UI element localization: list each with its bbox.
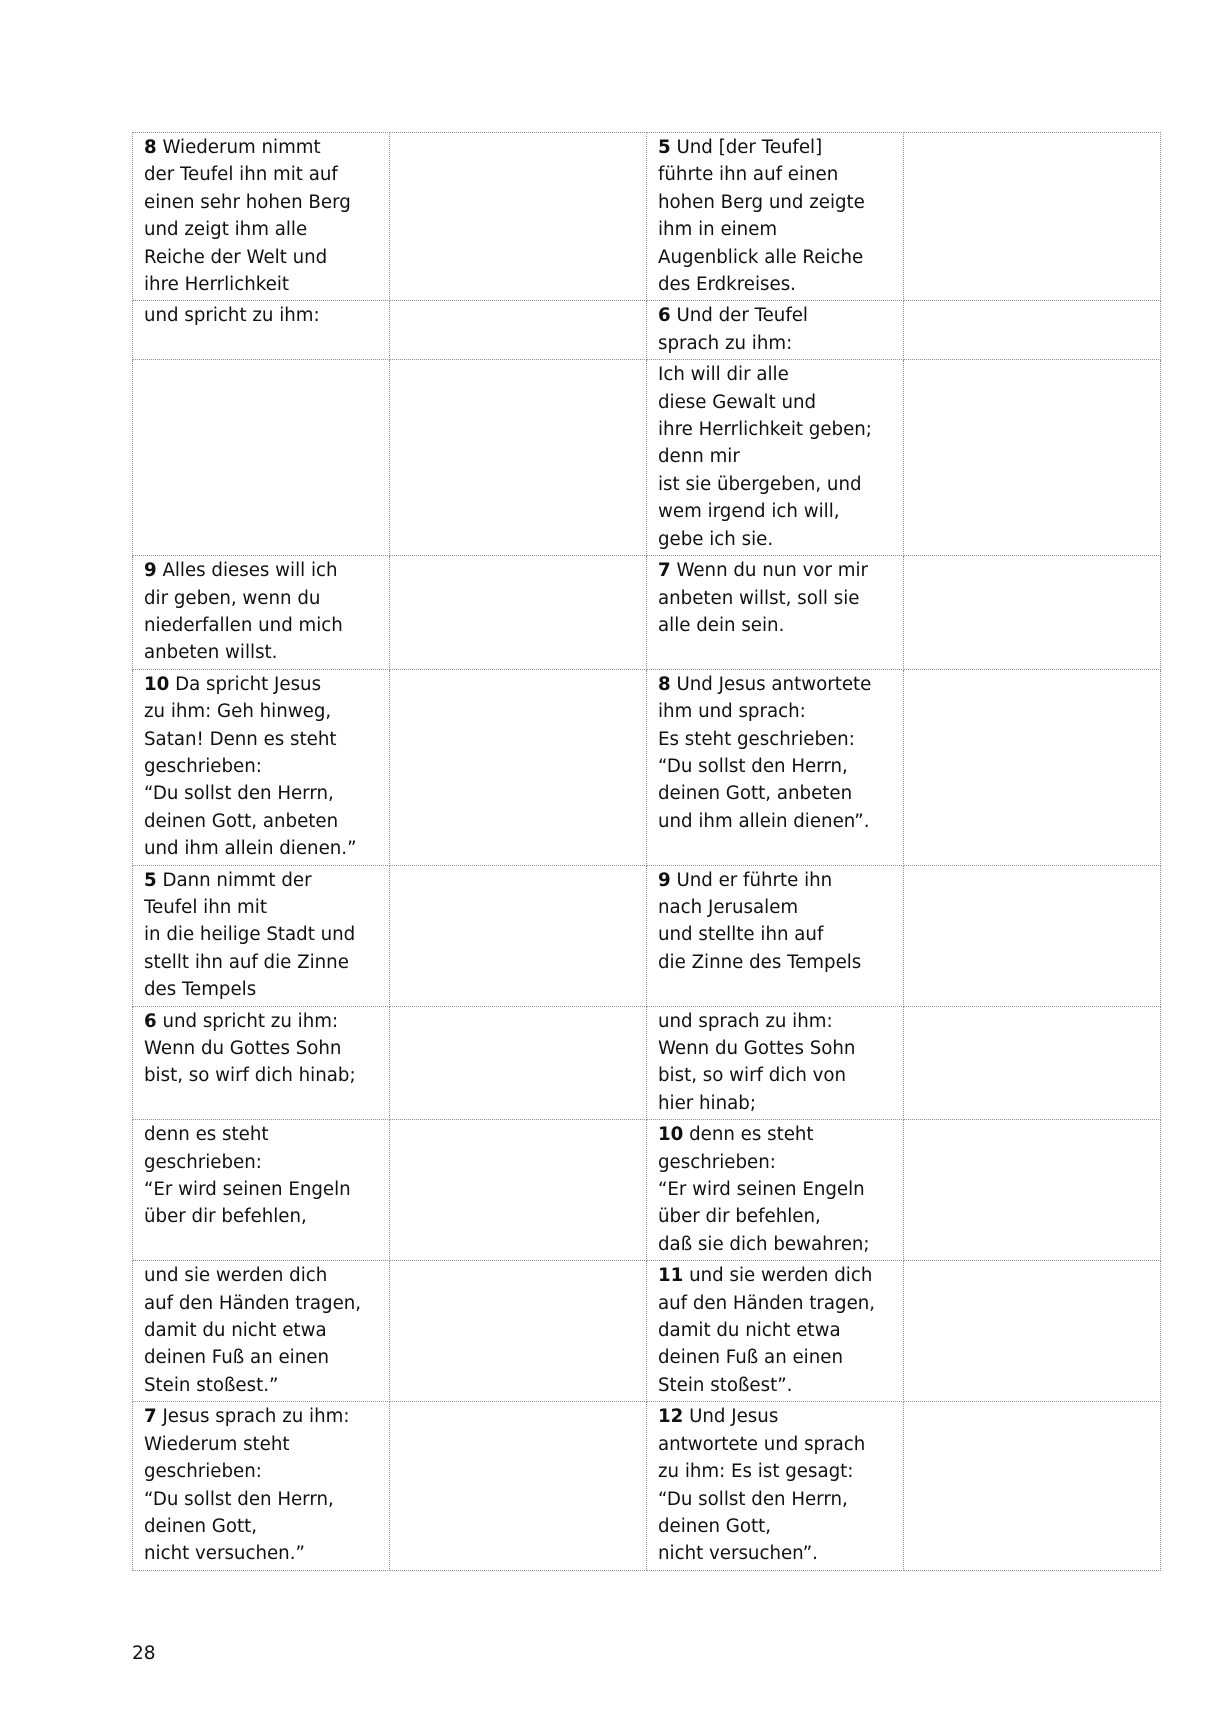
verse-text: Und der Teufel sprach zu ihm:: [658, 305, 808, 354]
left-text-cell: [133, 669, 390, 865]
synopsis-table-body: [133, 133, 1161, 1571]
verse-number: 7: [658, 560, 671, 582]
verse-text: und spricht zu ihm:: [144, 305, 320, 327]
empty-cell: [904, 360, 1161, 556]
empty-cell: [390, 360, 647, 556]
right-text-cell: [647, 133, 904, 301]
empty-cell: [390, 1006, 647, 1120]
verse-text: Alles dieses will ich dir geben, wenn du niederfallen und mich anbeten willst.: [144, 560, 343, 664]
empty-cell: [904, 1402, 1161, 1570]
empty-cell: [904, 1006, 1161, 1120]
verse-number: 11: [658, 1265, 684, 1287]
verse-number: 10: [144, 673, 170, 695]
verse-number: 8: [658, 673, 671, 695]
verse-text: Und [der Teufel] führte ihn auf einen hohen Berg und zeigte ihm in einem Augenblick alle Reiche des Erdkreises.: [658, 137, 865, 296]
right-text-cell: [647, 556, 904, 670]
table-row: [133, 669, 1161, 865]
verse-number: 10: [658, 1124, 684, 1146]
empty-cell: [904, 301, 1161, 360]
verse-text: Ich will dir alle diese Gewalt und ihre Herrlichkeit geben; denn mir ist sie übergeben, und wem irgend ich will, gebe ich sie.: [658, 364, 872, 550]
left-text-cell: [133, 556, 390, 670]
table-row: [133, 1120, 1161, 1261]
right-text-cell: [647, 865, 904, 1006]
verse-number: 7: [144, 1406, 157, 1428]
verse-text: Wiederum nimmt der Teufel ihn mit auf einen sehr hohen Berg und zeigt ihm alle Reiche der Welt und ihre Herrlichkeit: [144, 137, 351, 296]
page-number: 28: [132, 1643, 156, 1664]
verse-number: 8: [144, 137, 157, 158]
left-text-cell: [133, 1120, 390, 1261]
right-text-cell: [647, 1006, 904, 1120]
table-row: [133, 1006, 1161, 1120]
table-row: [133, 556, 1161, 670]
empty-cell: [390, 1120, 647, 1261]
verse-number: 5: [658, 137, 671, 158]
verse-text: denn es steht geschrieben: “Er wird seinen Engeln über dir befehlen, daß sie dich bewahren;: [658, 1124, 870, 1255]
verse-text: Und Jesus antwortete und sprach zu ihm: Es ist gesagt: “Du sollst den Herrn, deinen Gott, nicht versuchen”.: [658, 1406, 866, 1565]
verse-number: 9: [144, 560, 157, 582]
verse-text: Jesus sprach zu ihm: Wiederum steht geschrieben: “Du sollst den Herrn, deinen Gott, nicht versuchen.”: [144, 1406, 350, 1565]
right-text-cell: [647, 1402, 904, 1570]
table-row: [133, 360, 1161, 556]
empty-cell: [904, 1120, 1161, 1261]
verse-text: Dann nimmt der Teufel ihn mit in die heilige Stadt und stellt ihn auf die Zinne des Tempels: [144, 869, 356, 1001]
table-row: [133, 865, 1161, 1006]
verse-number: 9: [658, 869, 671, 891]
empty-cell: [390, 1261, 647, 1402]
left-text-cell: [133, 865, 390, 1006]
left-text-cell: [133, 360, 390, 556]
verse-text: Und Jesus antwortete ihm und sprach: Es steht geschrieben: “Du sollst den Herrn, deinen Gott, anbeten und ihm allein dienen”.: [658, 673, 872, 832]
empty-cell: [390, 556, 647, 670]
table-row: [133, 133, 1161, 301]
verse-text: und spricht zu ihm: Wenn du Gottes Sohn bist, so wirf dich hinab;: [144, 1010, 356, 1087]
empty-cell: [904, 669, 1161, 865]
right-text-cell: [647, 669, 904, 865]
right-text-cell: [647, 1261, 904, 1402]
right-text-cell: [647, 1120, 904, 1261]
synopsis-table: [132, 132, 1161, 1571]
table-row: [133, 301, 1161, 360]
empty-cell: [390, 133, 647, 301]
empty-cell: [390, 1402, 647, 1570]
verse-text: Und er führte ihn nach Jerusalem und stellte ihn auf die Zinne des Tempels: [658, 869, 862, 973]
empty-cell: [904, 133, 1161, 301]
verse-text: Wenn du nun vor mir anbeten willst, soll sie alle dein sein.: [658, 560, 868, 636]
right-text-cell: [647, 301, 904, 360]
table-row: [133, 1402, 1161, 1570]
verse-number: 6: [144, 1010, 157, 1032]
verse-number: 12: [658, 1406, 684, 1428]
empty-cell: [904, 865, 1161, 1006]
right-text-cell: [647, 360, 904, 556]
left-text-cell: [133, 1261, 390, 1402]
verse-text: und sie werden dich auf den Händen tragen, damit du nicht etwa deinen Fuß an einen Stein stoßest”.: [658, 1265, 876, 1396]
verse-text: und sprach zu ihm: Wenn du Gottes Sohn bist, so wirf dich von hier hinab;: [658, 1010, 856, 1114]
verse-number: 6: [658, 305, 671, 327]
verse-text: Da spricht Jesus zu ihm: Geh hinweg, Satan! Denn es steht geschrieben: “Du sollst den Herrn, deinen Gott, anbeten und ihm allein dienen.”: [144, 673, 357, 860]
empty-cell: [390, 669, 647, 865]
verse-text: denn es steht geschrieben: “Er wird seinen Engeln über dir befehlen,: [144, 1124, 351, 1228]
empty-cell: [904, 556, 1161, 670]
empty-cell: [390, 865, 647, 1006]
empty-cell: [904, 1261, 1161, 1402]
empty-cell: [390, 301, 647, 360]
verse-text: und sie werden dich auf den Händen tragen, damit du nicht etwa deinen Fuß an einen Stein stoßest.”: [144, 1265, 362, 1396]
left-text-cell: [133, 133, 390, 301]
left-text-cell: [133, 301, 390, 360]
left-text-cell: [133, 1006, 390, 1120]
verse-number: 5: [144, 869, 157, 891]
left-text-cell: [133, 1402, 390, 1570]
table-row: [133, 1261, 1161, 1402]
